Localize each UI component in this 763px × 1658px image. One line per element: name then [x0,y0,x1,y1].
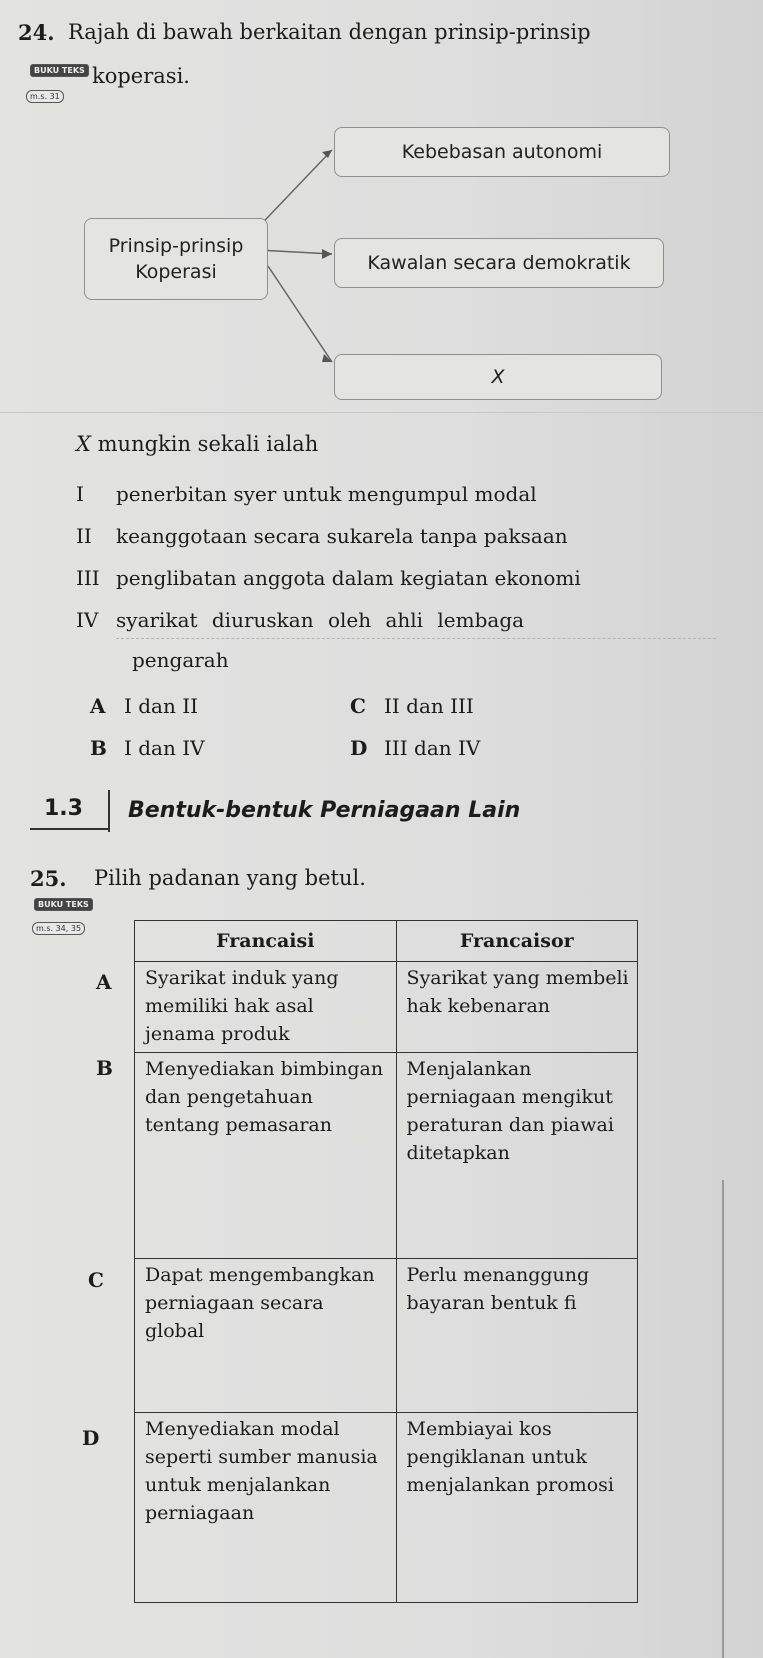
section-underline [30,828,110,830]
table-row [135,1053,638,1259]
answer-text: II dan III [384,694,474,718]
page-edge-line [722,1180,724,1658]
stem-variable: X [76,432,91,456]
row-letter-c: C [88,1268,104,1292]
question-25-text: Pilih padanan yang betul. [94,866,366,890]
statement-text: keanggotaan secara sukarela tanpa paksaan [116,524,568,548]
diagram-center-line2: Koperasi [135,261,217,283]
answer-letter: B [90,736,107,760]
statement-iv-continuation: pengarah [132,648,229,672]
cell-francaisi: Menyediakan bimbingan dan pengetahuan tentang pemasaran [135,1053,397,1259]
table-header-row [135,921,638,962]
statement-iv-separator [116,638,716,639]
answer-a [90,694,198,718]
table-row [135,1259,638,1413]
cell-francaisi: Syarikat induk yang memiliki hak asal jenama produk [135,962,397,1053]
section-title: Bentuk-bentuk Perniagaan Lain [128,798,521,823]
cell-francaisor: Menjalankan perniagaan mengikut peraturan dan piawai ditetapkan [396,1053,637,1259]
answer-text: I dan IV [124,736,205,760]
answer-c [350,694,474,718]
statement-text: syarikat diuruskan oleh ahli lembaga [116,608,525,632]
statement-numeral: III [76,566,100,590]
statement-i [76,482,537,506]
cell-francaisi: Dapat mengembangkan perniagaan secara global [135,1259,397,1413]
statement-iii [76,566,581,590]
cell-francaisor: Perlu menanggung bayaran bentuk fi [396,1259,637,1413]
statement-ii [76,524,568,548]
diagram-box-middle: Kawalan secara demokratik [334,238,664,288]
header-francaisor: Francaisor [396,921,637,962]
franchise-table [134,920,638,1603]
answer-letter: D [350,736,368,760]
question-24-stem [76,432,318,456]
answer-letter: A [90,694,106,718]
answer-b [90,736,205,760]
statement-text: penglibatan anggota dalam kegiatan ekonomi [116,566,581,590]
row-letter-a: A [96,970,112,994]
diagram-box-x: X [334,354,662,400]
textbook-page-ref-25: m.s. 34, 35 [32,922,85,935]
row-letter-d: D [82,1426,100,1450]
cell-francaisi: Menyediakan modal seperti sumber manusia untuk menjalankan perniagaan [135,1413,397,1603]
question-24-text-line2: koperasi. [92,64,190,88]
question-24-number: 24. [18,20,55,45]
statement-numeral: II [76,524,92,548]
header-francaisi: Francaisi [135,921,397,962]
diagram-center-line1: Prinsip-prinsip [108,235,244,257]
answer-text: III dan IV [384,736,481,760]
stem-text: mungkin sekali ialah [90,432,319,456]
table-row [135,1413,638,1603]
question-25-number: 25. [30,866,67,891]
cell-francaisor: Syarikat yang membeli hak kebenaran [396,962,637,1053]
answer-letter: C [350,694,366,718]
table-row [135,962,638,1053]
cell-francaisor: Membiayai kos pengiklanan untuk menjalankan promosi [396,1413,637,1603]
section-number: 1.3 [44,796,83,821]
diagram-box-top: Kebebasan autonomi [334,127,670,177]
diagram-center-box [84,218,268,300]
answer-d [350,736,480,760]
textbook-badge: BUKU TEKS [30,64,89,77]
answer-text: I dan II [124,694,199,718]
textbook-page-ref: m.s. 31 [26,90,64,103]
statement-iv [76,608,524,632]
statement-numeral: I [76,482,84,506]
question-24-text-line1: Rajah di bawah berkaitan dengan prinsip-prinsip [68,20,591,44]
statement-numeral: IV [76,608,99,632]
row-letter-b: B [96,1056,113,1080]
textbook-badge-25: BUKU TEKS [34,898,93,911]
statement-text: penerbitan syer untuk mengumpul modal [116,482,537,506]
divider [0,412,763,413]
section-divider [108,790,110,832]
